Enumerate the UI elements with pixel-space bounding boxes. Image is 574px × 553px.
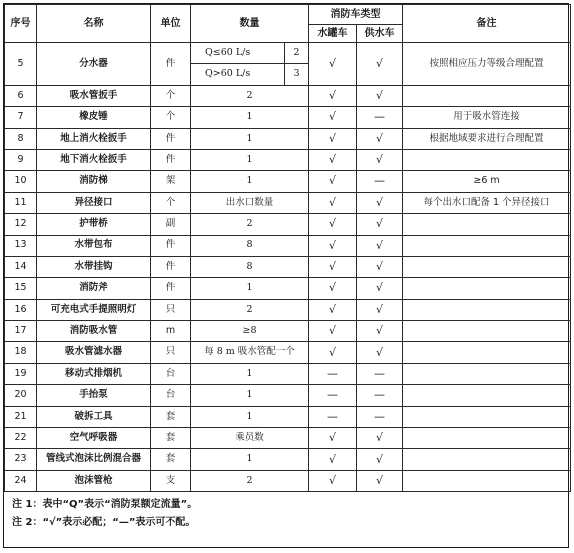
cell-note [403, 406, 571, 427]
cell-unit: 件 [151, 256, 191, 277]
cell-tank: √ [309, 214, 357, 235]
cell-seq: 20 [5, 385, 37, 406]
cell-name: 破拆工具 [37, 406, 151, 427]
cell-tank: √ [309, 235, 357, 256]
cell-name: 可充电式手提照明灯 [37, 299, 151, 320]
cell-note [403, 256, 571, 277]
table-row [5, 149, 571, 170]
cell-tank: √ [309, 171, 357, 192]
cell-name: 地上消火栓扳手 [37, 128, 151, 149]
cell-supply: √ [357, 470, 403, 491]
cell-name: 橡皮锤 [37, 107, 151, 128]
table-row [5, 128, 571, 149]
cell-name: 异径接口 [37, 192, 151, 213]
cell-supply: √ [357, 43, 403, 86]
cell-note [403, 149, 571, 170]
table-row [5, 342, 571, 363]
cell-seq: 14 [5, 256, 37, 277]
cell-seq: 17 [5, 321, 37, 342]
cell-qty: 1 [191, 171, 309, 192]
cell-qty: 1 [191, 449, 309, 470]
cell-name: 移动式排烟机 [37, 363, 151, 384]
cell-unit: 套 [151, 449, 191, 470]
cell-tank: √ [309, 449, 357, 470]
cell-supply: √ [357, 278, 403, 299]
cell-qty: 1 [191, 385, 309, 406]
cell-supply: √ [357, 235, 403, 256]
cell-seq: 10 [5, 171, 37, 192]
cell-note [403, 342, 571, 363]
cell-name: 护带桥 [37, 214, 151, 235]
cell-name: 地下消火栓扳手 [37, 149, 151, 170]
cell-unit: 个 [151, 107, 191, 128]
cell-supply: √ [357, 299, 403, 320]
cell-note [403, 363, 571, 384]
cell-note: 每个出水口配备 1 个异径接口 [403, 192, 571, 213]
cell-qty-value: 3 [285, 64, 309, 85]
cell-supply: √ [357, 449, 403, 470]
cell-supply: √ [357, 321, 403, 342]
table-header-row [5, 5, 571, 25]
cell-tank: √ [309, 128, 357, 149]
cell-seq: 18 [5, 342, 37, 363]
cell-name: 手抬泵 [37, 385, 151, 406]
cell-supply: — [357, 406, 403, 427]
cell-unit: 支 [151, 470, 191, 491]
cell-supply: √ [357, 85, 403, 106]
table-row [5, 107, 571, 128]
cell-supply: — [357, 171, 403, 192]
cell-seq: 21 [5, 406, 37, 427]
cell-name: 水带包布 [37, 235, 151, 256]
cell-qty: 乘员数 [191, 428, 309, 449]
table-row [5, 449, 571, 470]
cell-tank: — [309, 363, 357, 384]
cell-qty-condition: Q>60 L/s [191, 64, 285, 85]
cell-unit: 件 [151, 128, 191, 149]
header-seq: 序号 [5, 5, 37, 43]
cell-qty: 2 [191, 85, 309, 106]
cell-supply: — [357, 107, 403, 128]
cell-note [403, 278, 571, 299]
cell-qty: 1 [191, 128, 309, 149]
cell-supply: √ [357, 428, 403, 449]
cell-unit: 台 [151, 385, 191, 406]
table-row [5, 85, 571, 106]
cell-unit: 只 [151, 342, 191, 363]
table-row [5, 278, 571, 299]
cell-supply: — [357, 363, 403, 384]
cell-note [403, 299, 571, 320]
table-row [5, 428, 571, 449]
cell-qty: 1 [191, 107, 309, 128]
cell-seq: 9 [5, 149, 37, 170]
table-row [5, 43, 571, 64]
cell-tank: √ [309, 278, 357, 299]
cell-note [403, 235, 571, 256]
cell-unit: 件 [151, 235, 191, 256]
cell-name: 消防梯 [37, 171, 151, 192]
cell-seq: 7 [5, 107, 37, 128]
cell-unit: 套 [151, 428, 191, 449]
cell-note [403, 470, 571, 491]
cell-qty: 1 [191, 406, 309, 427]
cell-unit: 件 [151, 149, 191, 170]
cell-unit: 副 [151, 214, 191, 235]
cell-tank: √ [309, 149, 357, 170]
note-1: 注 1：表中“Q”表示“消防泵额定流量”。 [12, 499, 198, 511]
cell-supply: √ [357, 192, 403, 213]
cell-qty: 出水口数量 [191, 192, 309, 213]
cell-seq: 6 [5, 85, 37, 106]
cell-seq: 16 [5, 299, 37, 320]
cell-seq: 19 [5, 363, 37, 384]
cell-tank: √ [309, 192, 357, 213]
table-row [5, 299, 571, 320]
cell-tank: √ [309, 43, 357, 86]
cell-tank: — [309, 406, 357, 427]
cell-tank: √ [309, 470, 357, 491]
cell-note: 按照相应压力等级合理配置 [403, 43, 571, 86]
cell-seq: 24 [5, 470, 37, 491]
table-row [5, 214, 571, 235]
cell-tank: √ [309, 428, 357, 449]
cell-note [403, 85, 571, 106]
cell-unit: 个 [151, 192, 191, 213]
header-tank-truck: 水罐车 [309, 25, 357, 43]
cell-unit: m [151, 321, 191, 342]
cell-qty: 1 [191, 363, 309, 384]
cell-qty: ≥8 [191, 321, 309, 342]
cell-name: 水带挂钩 [37, 256, 151, 277]
equipment-table [4, 4, 571, 492]
cell-qty-value: 2 [285, 43, 309, 64]
cell-qty: 2 [191, 470, 309, 491]
cell-supply: √ [357, 256, 403, 277]
cell-note [403, 385, 571, 406]
table-row [5, 321, 571, 342]
cell-seq: 15 [5, 278, 37, 299]
table-row [5, 470, 571, 491]
table-row [5, 235, 571, 256]
cell-note: 根据地域要求进行合理配置 [403, 128, 571, 149]
cell-tank: √ [309, 107, 357, 128]
header-unit: 单位 [151, 5, 191, 43]
cell-qty: 1 [191, 278, 309, 299]
header-truck-type: 消防车类型 [309, 5, 403, 25]
cell-name: 管线式泡沫比例混合器 [37, 449, 151, 470]
cell-qty: 2 [191, 299, 309, 320]
cell-note: 用于吸水管连接 [403, 107, 571, 128]
cell-name: 吸水管扳手 [37, 85, 151, 106]
header-qty: 数量 [191, 5, 309, 43]
cell-tank: √ [309, 85, 357, 106]
table-row [5, 406, 571, 427]
cell-note [403, 428, 571, 449]
cell-name: 空气呼吸器 [37, 428, 151, 449]
cell-name: 消防吸水管 [37, 321, 151, 342]
cell-seq: 11 [5, 192, 37, 213]
cell-tank: √ [309, 299, 357, 320]
cell-supply: — [357, 385, 403, 406]
cell-tank: — [309, 385, 357, 406]
cell-qty: 1 [191, 149, 309, 170]
cell-unit: 件 [151, 278, 191, 299]
cell-supply: √ [357, 214, 403, 235]
cell-name: 消防斧 [37, 278, 151, 299]
cell-name: 吸水管滤水器 [37, 342, 151, 363]
cell-qty: 2 [191, 214, 309, 235]
cell-qty: 8 [191, 256, 309, 277]
cell-seq: 13 [5, 235, 37, 256]
cell-seq: 12 [5, 214, 37, 235]
cell-name: 分水器 [37, 43, 151, 86]
cell-seq: 8 [5, 128, 37, 149]
cell-supply: √ [357, 128, 403, 149]
table-row [5, 171, 571, 192]
header-note: 备注 [403, 5, 571, 43]
equipment-table-document [3, 3, 569, 548]
cell-qty: 每 8 m 吸水管配一个 [191, 342, 309, 363]
table-row [5, 256, 571, 277]
cell-qty-condition: Q≤60 L/s [191, 43, 285, 64]
cell-supply: √ [357, 342, 403, 363]
cell-seq: 23 [5, 449, 37, 470]
table-notes [4, 492, 568, 532]
cell-qty: 8 [191, 235, 309, 256]
cell-tank: √ [309, 321, 357, 342]
note-2: 注 2：“√”表示必配；“—”表示可不配。 [12, 517, 196, 529]
cell-note [403, 214, 571, 235]
table-row [5, 192, 571, 213]
table-row [5, 363, 571, 384]
cell-unit: 套 [151, 406, 191, 427]
cell-tank: √ [309, 256, 357, 277]
cell-note: ≥6 m [403, 171, 571, 192]
cell-unit: 架 [151, 171, 191, 192]
cell-name: 泡沫管枪 [37, 470, 151, 491]
cell-unit: 个 [151, 85, 191, 106]
cell-unit: 只 [151, 299, 191, 320]
table-row [5, 385, 571, 406]
cell-unit: 台 [151, 363, 191, 384]
cell-tank: √ [309, 342, 357, 363]
cell-seq: 5 [5, 43, 37, 86]
cell-seq: 22 [5, 428, 37, 449]
cell-note [403, 321, 571, 342]
cell-note [403, 449, 571, 470]
header-supply-truck: 供水车 [357, 25, 403, 43]
cell-unit: 件 [151, 43, 191, 86]
cell-supply: √ [357, 149, 403, 170]
header-name: 名称 [37, 5, 151, 43]
